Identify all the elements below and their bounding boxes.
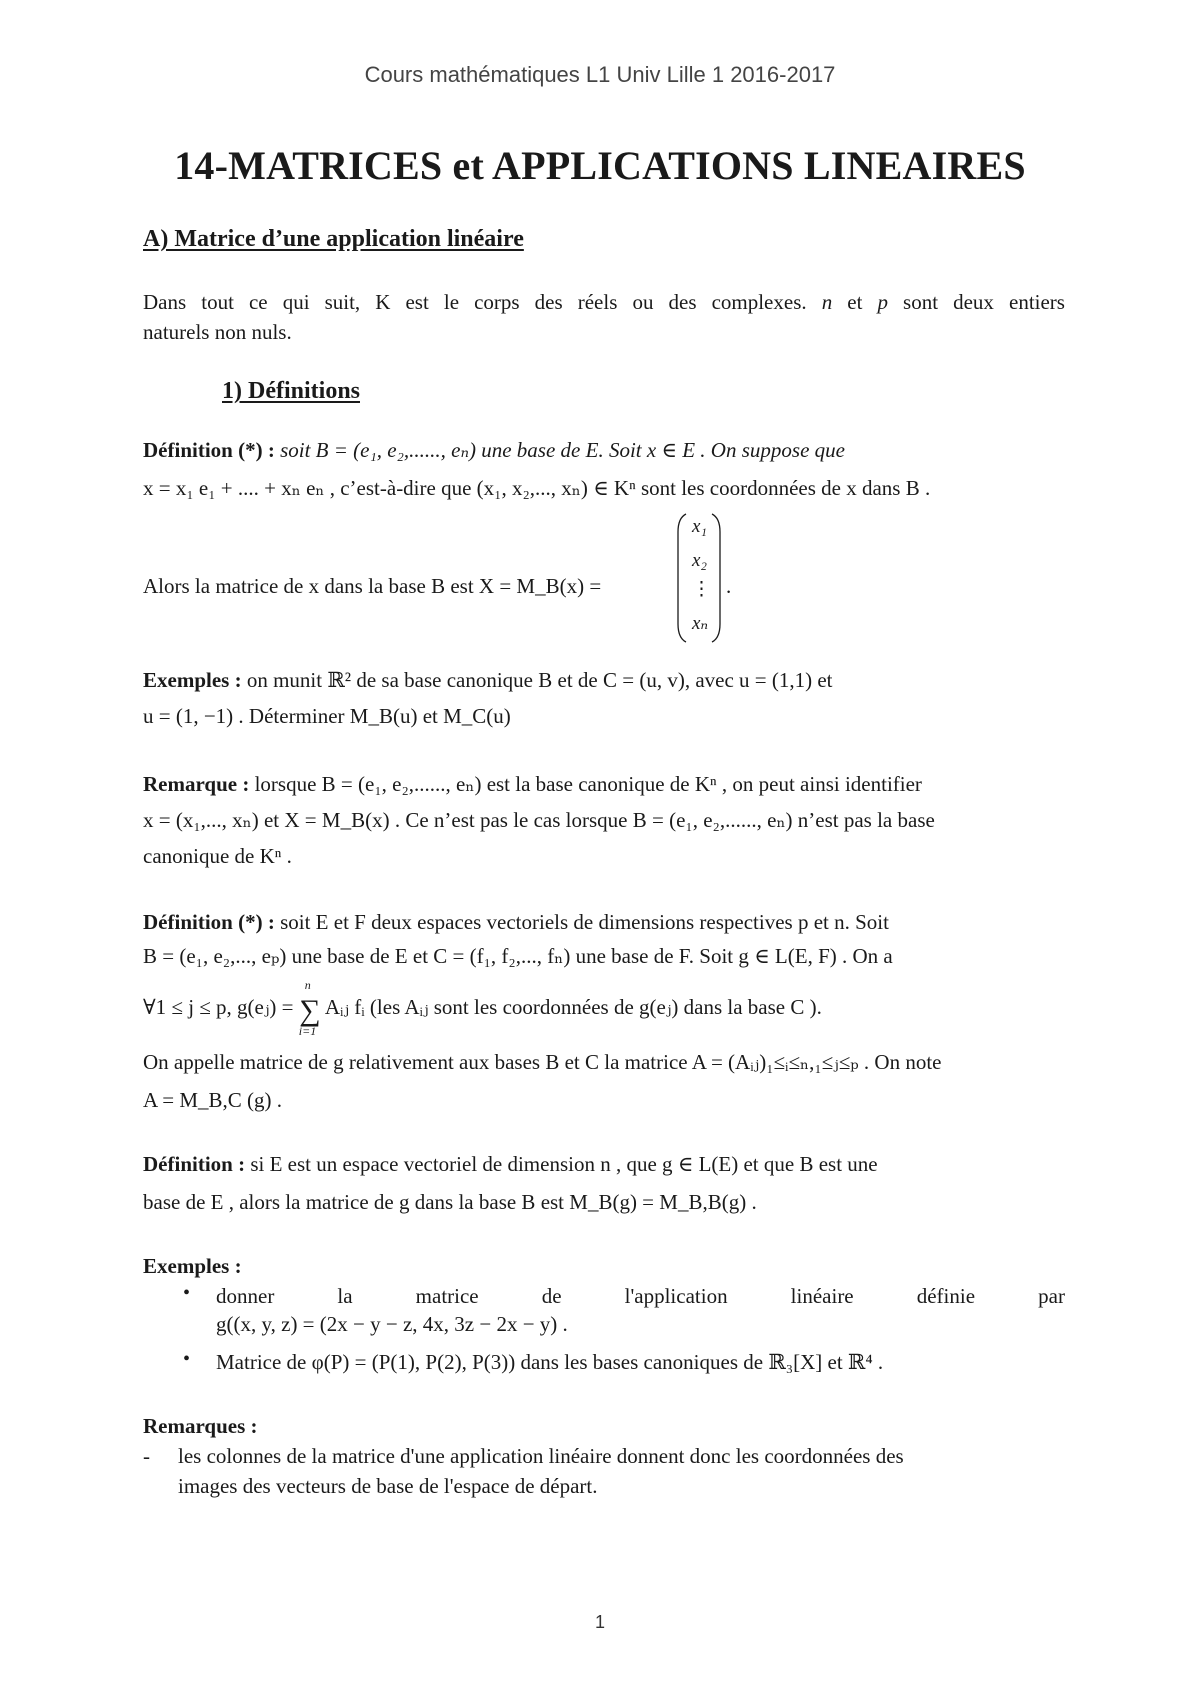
bullet1-word: donner: [216, 1284, 275, 1308]
matrix-entry-3: ⋮: [692, 579, 711, 600]
intro-word: deux: [953, 290, 994, 314]
bullet-icon: •: [183, 1348, 191, 1370]
rem2-line-1: les colonnes de la matrice d'une application linéaire donnent donc les coordonnées des: [178, 1444, 904, 1468]
def3-label: Définition :: [143, 1152, 246, 1176]
section-a-heading: A) Matrice d’une application linéaire: [143, 226, 524, 252]
rem2-label: Remarques :: [143, 1414, 258, 1438]
intro-word: p: [877, 290, 888, 314]
def1-line-2: x = x₁ e₁ + .... + xₙ eₙ , c’est-à-dire que (x₁, x₂,..., xₙ) ∈ Kⁿ sont les coordonnées de x dans B .: [143, 476, 931, 500]
intro-word: ce: [248, 290, 268, 314]
bullet1-word: définie: [916, 1284, 976, 1308]
intro-word: des: [668, 290, 697, 314]
def1-line-3: Alors la matrice de x dans la base B est X = M_B(x) =: [143, 574, 602, 598]
bullet1-word: l'application: [624, 1284, 728, 1308]
page-number: 1: [594, 1612, 605, 1632]
rem1-text-1: lorsque B = (e₁, e₂,......, eₙ) est la base canonique de Kⁿ , on peut ainsi identifier: [254, 772, 922, 796]
rem2-heading: [143, 1414, 1065, 1439]
page-title: 14-MATRICES et APPLICATIONS LINEAIRES: [174, 143, 1026, 188]
def2-line-4: On appelle matrice de g relativement aux bases B et C la matrice A = (Aᵢⱼ)₁≤ᵢ≤ₙ,₁≤ⱼ≤ₚ . On note: [143, 1050, 942, 1074]
def2-forall: ∀1 ≤ j ≤ p, g(eⱼ) =: [143, 995, 294, 1019]
intro-word: réels: [577, 290, 618, 314]
intro-word: est: [405, 290, 429, 314]
intro-word: n: [821, 290, 833, 314]
bullet1-word: de: [541, 1284, 562, 1308]
matrix-entry-2: x₂: [692, 550, 708, 571]
def2-line-5: A = M_B,C (g) .: [143, 1088, 283, 1112]
subsection-label: 1) Définitions: [222, 378, 360, 404]
intro-word: qui: [282, 290, 310, 314]
rem1-label: Remarque :: [143, 772, 250, 796]
def1-text-1: soit B = (e₁, e₂,......, eₙ) une base de E. Soit x ∈ E . On suppose que: [280, 438, 845, 462]
rem1-line-1: [143, 772, 1065, 797]
intro-word: tout: [201, 290, 234, 314]
ex2-bullet-1-line-2: g((x, y, z) = (2x − y − z, 4x, 3z − 2x − y) .: [216, 1312, 568, 1336]
matrix-entry-1: x₁: [692, 516, 708, 537]
bullet-icon: •: [183, 1282, 191, 1304]
bullet1-word: la: [337, 1284, 353, 1308]
column-matrix: [676, 512, 722, 644]
ex1-line-2: u = (1, −1) . Déterminer M_B(u) et M_C(u): [143, 704, 511, 728]
rem2-line-2: images des vecteurs de base de l'espace de départ.: [178, 1474, 598, 1498]
intro-word: ou: [632, 290, 654, 314]
bullet1-word: matrice: [415, 1284, 479, 1308]
intro-word: le: [443, 290, 460, 314]
sum-lower: i=1: [298, 1024, 317, 1038]
ex2-heading: [143, 1254, 1065, 1279]
def3-line-2: base de E , alors la matrice de g dans la base B est M_B(g) = M_B,B(g) .: [143, 1190, 757, 1214]
ex1-text-1: on munit ℝ² de sa base canonique B et de C = (u, v), avec u = (1,1) et: [246, 668, 833, 692]
rem1-line-3: canonique de Kⁿ .: [143, 844, 292, 868]
bullet1-word: linéaire: [790, 1284, 854, 1308]
intro-word: entiers: [1009, 290, 1065, 314]
matrix-entry-4: xₙ: [692, 613, 709, 634]
intro-word: Dans: [143, 290, 187, 314]
intro-word: des: [534, 290, 563, 314]
ex2-bullet-2: Matrice de φ(P) = (P(1), P(2), P(3)) dans les bases canoniques de ℝ₃[X] et ℝ⁴ .: [216, 1350, 884, 1374]
intro-word: corps: [474, 290, 520, 314]
intro-word: suit,: [324, 290, 361, 314]
intro-line-1: [143, 290, 1065, 315]
def2-line-3: [143, 978, 1065, 1038]
intro-word: sont: [903, 290, 939, 314]
def2-text-1: soit E et F deux espaces vectoriels de dimensions respectives p et n. Soit: [280, 910, 889, 934]
rem1-line-2: x = (x₁,..., xₙ) et X = M_B(x) . Ce n’est pas le cas lorsque B = (e₁, e₂,......, eₙ) n’est pas la base: [143, 808, 935, 832]
intro-line-2: naturels non nuls.: [143, 320, 292, 344]
subsection-definitions: [222, 378, 360, 405]
def2-line-1: [143, 910, 1065, 935]
def2-coords: Aᵢⱼ fᵢ (les Aᵢⱼ sont les coordonnées de g(eⱼ) dans la base C ).: [324, 995, 822, 1019]
ex2-bullet-1-line-1: [216, 1284, 1065, 1309]
def1-end: .: [726, 574, 732, 598]
running-header: Cours mathématiques L1 Univ Lille 1 2016-2017: [364, 62, 836, 87]
sum-symbol: ∑ n i=1: [298, 978, 321, 1038]
def3-line-1: [143, 1152, 1065, 1177]
def1-label: Définition (*) :: [143, 438, 275, 462]
bullet1-word: par: [1038, 1284, 1065, 1308]
ex2-label: Exemples :: [143, 1254, 242, 1278]
dash-icon: -: [143, 1444, 150, 1468]
ex1-label: Exemples :: [143, 668, 242, 692]
def2-line-2: B = (e₁, e₂,..., eₚ) une base de E et C = (f₁, f₂,..., fₙ) une base de F. Soit g ∈ L(E, F) . On a: [143, 944, 893, 968]
def1-line-1: [143, 438, 1065, 463]
intro-word: K: [375, 290, 391, 314]
intro-word: complexes.: [711, 290, 807, 314]
intro-word: et: [847, 290, 863, 314]
ex1-line-1: [143, 668, 1065, 693]
def2-label: Définition (*) :: [143, 910, 275, 934]
def3-text-1: si E est un espace vectoriel de dimension n , que g ∈ L(E) et que B est une: [250, 1152, 878, 1176]
sum-upper: n: [304, 978, 311, 992]
